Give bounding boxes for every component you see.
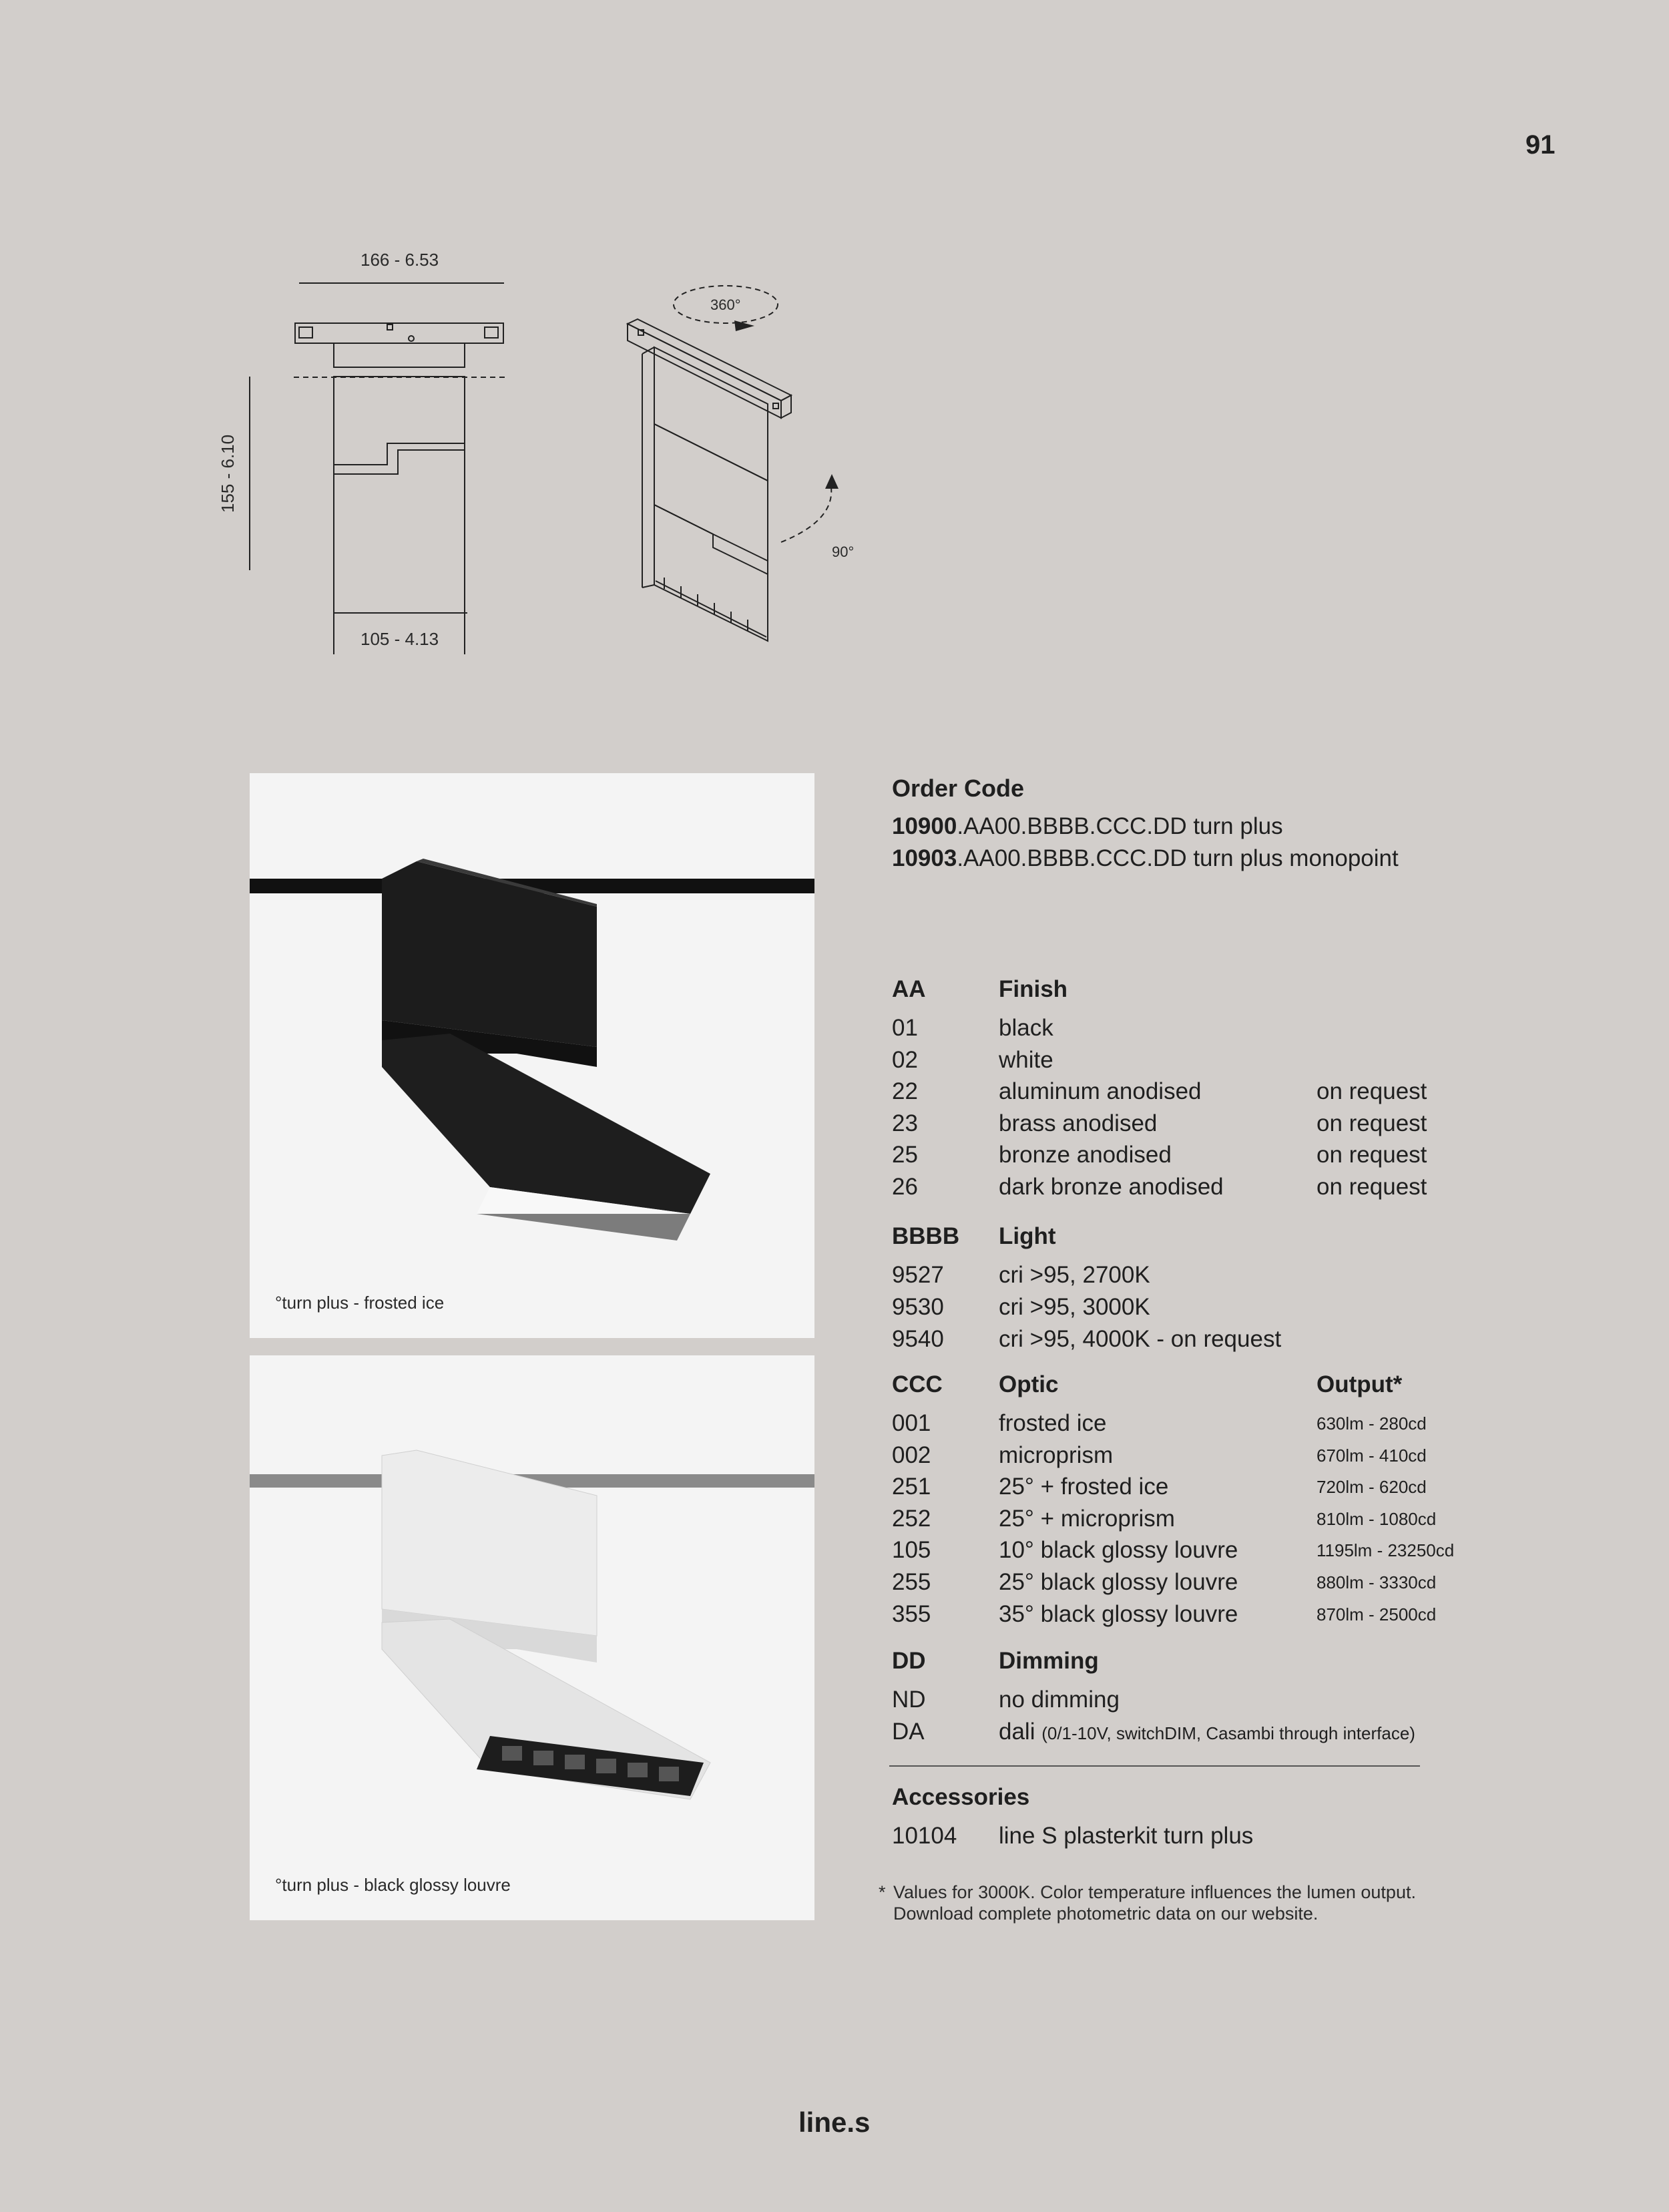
track-adapter-outline: [295, 323, 503, 343]
iso-body-mid: [654, 424, 768, 574]
finish-title: Finish: [999, 976, 1068, 1002]
optic-code: 255: [892, 1569, 931, 1595]
optic-code: 001: [892, 1410, 931, 1436]
optic-desc: 25° black glossy louvre: [999, 1569, 1238, 1595]
optic-code: 355: [892, 1601, 931, 1627]
optic-code: 252: [892, 1506, 931, 1532]
finish-code: 26: [892, 1174, 918, 1200]
accessories-title: Accessories: [892, 1784, 1030, 1810]
dimming-desc: [999, 1684, 1120, 1716]
optic-desc: microprism: [999, 1442, 1114, 1468]
dimming-code: DA: [892, 1719, 925, 1745]
dimming-note: (0/1-10V, switchDIM, Casambi through interface): [1041, 1723, 1415, 1743]
optic-code: 002: [892, 1442, 931, 1468]
optic-code: 251: [892, 1474, 931, 1500]
order-code-number: 10903: [892, 845, 957, 871]
tilt-angle-label: 90°: [832, 543, 855, 560]
finish-code: 22: [892, 1078, 918, 1104]
optic-desc: 25° + frosted ice: [999, 1474, 1169, 1500]
finish-code: 01: [892, 1015, 918, 1041]
dimming-title: Dimming: [999, 1648, 1099, 1674]
photo-caption-white: °turn plus - black glossy louvre: [275, 1875, 511, 1895]
dimming-code-header: DD: [892, 1648, 926, 1674]
optic-output: 1195lm - 23250cd: [1317, 1540, 1455, 1560]
order-code-pattern: .AA00.BBBB.CCC.DD turn plus monopoint: [957, 845, 1399, 871]
finish-desc: dark bronze anodised: [999, 1174, 1224, 1200]
iso-track-top: [628, 319, 791, 401]
white-luminaire-illustration: [250, 1355, 814, 1920]
finish-code: 25: [892, 1142, 918, 1168]
finish-desc: black: [999, 1015, 1053, 1041]
optic-code: 105: [892, 1537, 931, 1563]
light-title: Light: [999, 1223, 1056, 1249]
width-dimension-label: 166 - 6.53: [361, 250, 439, 270]
optic-desc: 10° black glossy louvre: [999, 1537, 1238, 1563]
optic-output: 630lm - 280cd: [1317, 1413, 1427, 1433]
section-divider: [889, 1765, 1420, 1767]
order-code-line-1: [892, 813, 1283, 840]
accessory-code: 10104: [892, 1823, 957, 1849]
brand-footer: line.s: [798, 2107, 871, 2138]
optic-output: 670lm - 410cd: [1317, 1446, 1427, 1466]
optic-output: 810lm - 1080cd: [1317, 1509, 1437, 1529]
accessory-desc: line S plasterkit turn plus: [999, 1823, 1254, 1849]
light-code: 9540: [892, 1326, 944, 1352]
finish-desc: white: [999, 1047, 1053, 1073]
height-dimension-label: 155 - 6.10: [218, 434, 238, 513]
black-luminaire-illustration: [250, 773, 814, 1338]
light-code-header: BBBB: [892, 1223, 960, 1249]
light-desc: cri >95, 2700K: [999, 1262, 1150, 1288]
product-photo-white: [250, 1355, 814, 1920]
photo-caption-black: °turn plus - frosted ice: [275, 1293, 445, 1313]
finish-note: on request: [1317, 1142, 1427, 1168]
footnote-line-2: Download complete photometric data on our website.: [893, 1904, 1319, 1924]
rotation-angle-label: 360°: [710, 296, 741, 313]
finish-desc: aluminum anodised: [999, 1078, 1202, 1104]
page-number: 91: [1525, 130, 1556, 160]
product-photo-black: [250, 773, 814, 1338]
iso-track-front: [628, 324, 781, 418]
dimming-desc-text: no dimming: [999, 1687, 1120, 1713]
optic-desc: 35° black glossy louvre: [999, 1601, 1238, 1627]
finish-code: 02: [892, 1047, 918, 1073]
iso-louvre: [656, 578, 766, 637]
finish-note: on request: [1317, 1110, 1427, 1136]
order-code-number: 10900: [892, 813, 957, 839]
dimming-desc-text: dali: [999, 1719, 1035, 1745]
footnote-asterisk: *: [879, 1882, 886, 1902]
finish-code-header: AA: [892, 976, 926, 1002]
optic-output: 870lm - 2500cd: [1317, 1604, 1437, 1624]
order-code-title: Order Code: [892, 775, 1025, 802]
optic-desc: frosted ice: [999, 1410, 1107, 1436]
optic-desc: 25° + microprism: [999, 1506, 1175, 1532]
light-desc: cri >95, 4000K - on request: [999, 1326, 1282, 1352]
dimming-code: ND: [892, 1687, 926, 1713]
footnote-line-1: Values for 3000K. Color temperature influences the lumen output.: [893, 1882, 1416, 1902]
tilt-arrow: [781, 487, 831, 542]
finish-desc: bronze anodised: [999, 1142, 1172, 1168]
finish-code: 23: [892, 1110, 918, 1136]
output-title: Output*: [1317, 1371, 1403, 1397]
iso-body-lower: [654, 505, 768, 641]
optic-code-header: CCC: [892, 1371, 943, 1397]
iso-body-top: [654, 347, 768, 481]
order-code-pattern: .AA00.BBBB.CCC.DD turn plus: [957, 813, 1283, 839]
rotation-arrow: [674, 286, 778, 323]
finish-note: on request: [1317, 1174, 1427, 1200]
light-desc: cri >95, 3000K: [999, 1294, 1150, 1320]
order-code-line-2: [892, 845, 1399, 872]
light-code: 9527: [892, 1262, 944, 1288]
light-code: 9530: [892, 1294, 944, 1320]
finish-desc: brass anodised: [999, 1110, 1158, 1136]
technical-drawing: [194, 240, 895, 654]
dimming-desc: [999, 1716, 1415, 1749]
optic-output: 720lm - 620cd: [1317, 1477, 1427, 1497]
finish-note: on request: [1317, 1078, 1427, 1104]
depth-dimension-label: 105 - 4.13: [361, 629, 439, 649]
optic-title: Optic: [999, 1371, 1059, 1397]
optic-output: 880lm - 3330cd: [1317, 1572, 1437, 1592]
